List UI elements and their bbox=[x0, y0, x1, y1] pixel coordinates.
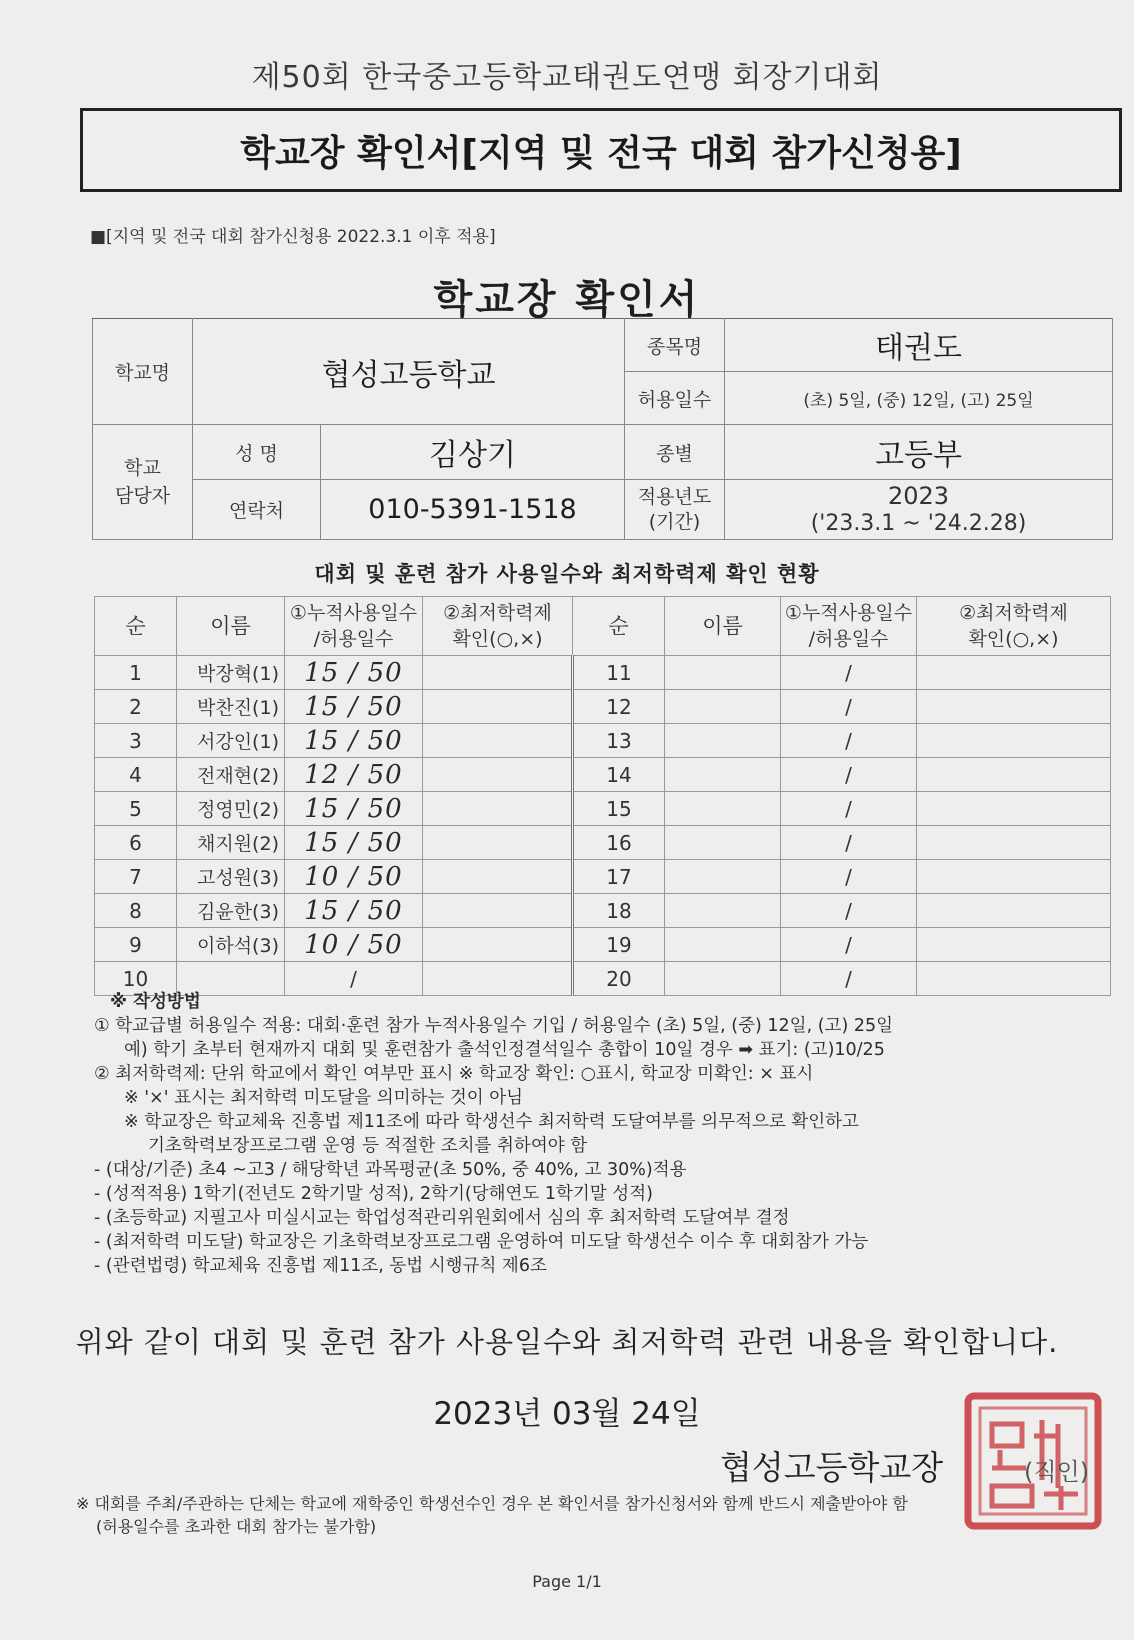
principal-signature: 협성고등학교장 bbox=[720, 1448, 944, 1487]
confirmation-statement: 위와 같이 대회 및 훈련 참가 사용일수와 최저학력 관련 내용을 확인합니다. bbox=[75, 1325, 1059, 1359]
used-days: / bbox=[781, 826, 917, 860]
name-label: 성 명 bbox=[193, 425, 321, 480]
table-row bbox=[95, 860, 1111, 894]
col-header-days-sub: /허용일수 bbox=[313, 628, 394, 650]
row-number: 7 bbox=[95, 860, 177, 894]
athlete-name bbox=[665, 690, 781, 724]
name-value: 김상기 bbox=[321, 425, 625, 480]
used-days: / bbox=[285, 962, 423, 996]
min-achievement-check bbox=[423, 826, 573, 860]
athlete-name: 이하석(3) bbox=[177, 928, 285, 962]
instruction-line: - (대상/기준) 초4 ~고3 / 해당학년 과목평균(초 50%, 중 40%, 고 30%)적용 bbox=[94, 1160, 687, 1180]
school-info-table bbox=[92, 318, 1113, 540]
used-days: / bbox=[781, 962, 917, 996]
col-header-min-sub-right: 확인(○,×) bbox=[968, 628, 1059, 650]
row-number: 9 bbox=[95, 928, 177, 962]
row-number: 14 bbox=[573, 758, 665, 792]
row-number: 12 bbox=[573, 690, 665, 724]
athlete-name bbox=[665, 928, 781, 962]
min-achievement-check bbox=[917, 792, 1111, 826]
used-days: / bbox=[781, 656, 917, 690]
athlete-name: 고성원(3) bbox=[177, 860, 285, 894]
row-number: 13 bbox=[573, 724, 665, 758]
row-number: 5 bbox=[95, 792, 177, 826]
division-label: 종별 bbox=[625, 425, 725, 480]
footnote-line: (허용일수를 초과한 대회 참가는 불가함) bbox=[96, 1517, 377, 1536]
athlete-name bbox=[665, 894, 781, 928]
row-number: 19 bbox=[573, 928, 665, 962]
instruction-line: 기초학력보장프로그램 운영 등 적절한 조치를 취하여야 함 bbox=[148, 1136, 588, 1156]
min-achievement-check bbox=[423, 928, 573, 962]
instruction-line: ※ '×' 표시는 최저학력 미도달을 의미하는 것이 아님 bbox=[124, 1088, 524, 1108]
row-number: 10 bbox=[95, 962, 177, 996]
athlete-name bbox=[665, 860, 781, 894]
year-label: 적용년도 bbox=[637, 485, 712, 508]
athlete-name: 박장혁(1) bbox=[177, 656, 285, 690]
athlete-name bbox=[665, 758, 781, 792]
confirmation-date: 2023년 03월 24일 bbox=[433, 1396, 701, 1432]
instruction-line: - (관련법령) 학교체육 진흥법 제11조, 동법 시행규칙 제6조 bbox=[94, 1256, 547, 1276]
division-value: 고등부 bbox=[725, 425, 1113, 480]
athlete-name: 전재현(2) bbox=[177, 758, 285, 792]
used-days: 15 / 50 bbox=[285, 826, 423, 860]
form-applicability-note: ■[지역 및 전국 대회 참가신청용 2022.3.1 이후 적용] bbox=[90, 227, 496, 247]
min-achievement-check bbox=[917, 860, 1111, 894]
min-achievement-check bbox=[423, 894, 573, 928]
athlete-name bbox=[665, 792, 781, 826]
min-achievement-check bbox=[423, 690, 573, 724]
instructions bbox=[94, 990, 1114, 1278]
col-header-days: ①누적사용일수 bbox=[289, 602, 418, 624]
used-days: / bbox=[781, 758, 917, 792]
instruction-line: - (초등학교) 지필고사 미실시교는 학업성적관리위원회에서 심의 후 최저학력 도달여부 결정 bbox=[94, 1208, 790, 1228]
main-heading: 학교장 확인서 bbox=[433, 277, 701, 323]
row-number: 20 bbox=[573, 962, 665, 996]
used-days: 15 / 50 bbox=[285, 690, 423, 724]
table-row bbox=[95, 928, 1111, 962]
used-days: 15 / 50 bbox=[285, 656, 423, 690]
instruction-line: 예) 학기 초부터 현재까지 대회 및 훈련참가 출석인정결석일수 총합이 10일 경우 ➡ 표기: (고)10/25 bbox=[124, 1040, 885, 1060]
used-days: / bbox=[781, 894, 917, 928]
page-number: Page 1/1 bbox=[532, 1572, 602, 1591]
row-number: 17 bbox=[573, 860, 665, 894]
row-number: 2 bbox=[95, 690, 177, 724]
phone-label: 연락처 bbox=[193, 480, 321, 540]
instructions-heading: ※ 작성방법 bbox=[110, 992, 201, 1012]
used-days: 15 / 50 bbox=[285, 792, 423, 826]
table-row bbox=[95, 758, 1111, 792]
used-days: 10 / 50 bbox=[285, 928, 423, 962]
table-row bbox=[95, 826, 1111, 860]
min-achievement-check bbox=[423, 758, 573, 792]
athlete-name: 채지원(2) bbox=[177, 826, 285, 860]
used-days: / bbox=[781, 724, 917, 758]
sport-value: 태권도 bbox=[725, 319, 1113, 372]
table-row bbox=[95, 656, 1111, 690]
athlete-name bbox=[665, 656, 781, 690]
col-header-no-right: 순 bbox=[573, 597, 665, 656]
min-achievement-check bbox=[917, 690, 1111, 724]
min-achievement-check bbox=[917, 758, 1111, 792]
phone-value: 010-5391-1518 bbox=[321, 480, 625, 540]
footnote bbox=[76, 1492, 1106, 1538]
col-header-name: 이름 bbox=[177, 597, 285, 656]
row-number: 15 bbox=[573, 792, 665, 826]
used-days: / bbox=[781, 792, 917, 826]
instruction-line: - (성적적용) 1학기(전년도 2학기말 성적), 2학기(당해연도 1학기말 성적) bbox=[94, 1184, 653, 1204]
allowed-days-label: 허용일수 bbox=[625, 372, 725, 425]
instruction-line: ① 학교급별 허용일수 적용: 대회·훈련 참가 누적사용일수 기입 / 허용일수 (초) 5일, (중) 12일, (고) 25일 bbox=[94, 1016, 894, 1036]
row-number: 8 bbox=[95, 894, 177, 928]
min-achievement-check bbox=[917, 656, 1111, 690]
col-header-min: ②최저학력제 bbox=[443, 602, 552, 624]
event-title: 제50회 한국중고등학교태권도연맹 회장기대회 bbox=[251, 60, 883, 95]
sport-label: 종목명 bbox=[625, 319, 725, 372]
athlete-name: 서강인(1) bbox=[177, 724, 285, 758]
row-number: 1 bbox=[95, 656, 177, 690]
row-number: 11 bbox=[573, 656, 665, 690]
year-value: 2023 bbox=[887, 481, 950, 510]
col-header-name-right: 이름 bbox=[665, 597, 781, 656]
min-achievement-check bbox=[917, 894, 1111, 928]
allowed-days-value: (초) 5일, (중) 12일, (고) 25일 bbox=[725, 372, 1113, 425]
instruction-line: ※ 학교장은 학교체육 진흥법 제11조에 따라 학생선수 최저학력 도달여부를 의무적으로 확인하고 bbox=[124, 1112, 859, 1132]
used-days: 15 / 50 bbox=[285, 724, 423, 758]
footnote-line: ※ 대회를 주최/주관하는 단체는 학교에 재학중인 학생선수인 경우 본 확인서를 참가신청서와 함께 반드시 제출받아야 함 bbox=[76, 1494, 908, 1513]
athlete-roster-table bbox=[94, 596, 1111, 996]
used-days: / bbox=[781, 690, 917, 724]
athlete-name: 김윤한(3) bbox=[177, 894, 285, 928]
used-days: / bbox=[781, 928, 917, 962]
col-header-no: 순 bbox=[95, 597, 177, 656]
col-header-days-right: ①누적사용일수 bbox=[784, 602, 913, 624]
used-days: / bbox=[781, 860, 917, 894]
min-achievement-check bbox=[423, 724, 573, 758]
row-number: 4 bbox=[95, 758, 177, 792]
row-number: 18 bbox=[573, 894, 665, 928]
table-row bbox=[95, 690, 1111, 724]
athlete-name: 박찬진(1) bbox=[177, 690, 285, 724]
col-header-days-sub-right: /허용일수 bbox=[808, 628, 889, 650]
table-row bbox=[95, 724, 1111, 758]
athlete-name bbox=[665, 826, 781, 860]
used-days: 15 / 50 bbox=[285, 894, 423, 928]
period-value: ('23.3.1 ~ '24.2.28) bbox=[810, 510, 1027, 536]
school-value: 협성고등학교 bbox=[193, 319, 625, 425]
table-row bbox=[95, 894, 1111, 928]
used-days: 10 / 50 bbox=[285, 860, 423, 894]
min-achievement-check bbox=[917, 928, 1111, 962]
instruction-line: - (최저학력 미도달) 학교장은 기초학력보장프로그램 운영하여 미도달 학생선수 이수 후 대회참가 가능 bbox=[94, 1232, 869, 1252]
min-achievement-check bbox=[917, 826, 1111, 860]
min-achievement-check bbox=[423, 656, 573, 690]
instruction-line: ② 최저학력제: 단위 학교에서 확인 여부만 표시 ※ 학교장 확인: ○표시, 학교장 미확인: × 표시 bbox=[94, 1064, 814, 1084]
roster-section-heading: 대회 및 훈련 참가 사용일수와 최저학력제 확인 현황 bbox=[314, 562, 820, 586]
contact-person-label: 학교 담당자 bbox=[93, 425, 193, 540]
used-days: 12 / 50 bbox=[285, 758, 423, 792]
seal-label: (직인) bbox=[1024, 1458, 1090, 1486]
row-number: 3 bbox=[95, 724, 177, 758]
min-achievement-check bbox=[423, 860, 573, 894]
row-number: 6 bbox=[95, 826, 177, 860]
min-achievement-check bbox=[917, 724, 1111, 758]
athlete-name: 정영민(2) bbox=[177, 792, 285, 826]
school-label: 학교명 bbox=[93, 319, 193, 425]
period-label: (기간) bbox=[648, 510, 701, 533]
athlete-name bbox=[665, 724, 781, 758]
form-title-box: 학교장 확인서[지역 및 전국 대회 참가신청용] bbox=[80, 108, 1122, 192]
col-header-min-sub: 확인(○,×) bbox=[452, 628, 543, 650]
col-header-min-right: ②최저학력제 bbox=[959, 602, 1068, 624]
row-number: 16 bbox=[573, 826, 665, 860]
min-achievement-check bbox=[423, 792, 573, 826]
table-row bbox=[95, 792, 1111, 826]
